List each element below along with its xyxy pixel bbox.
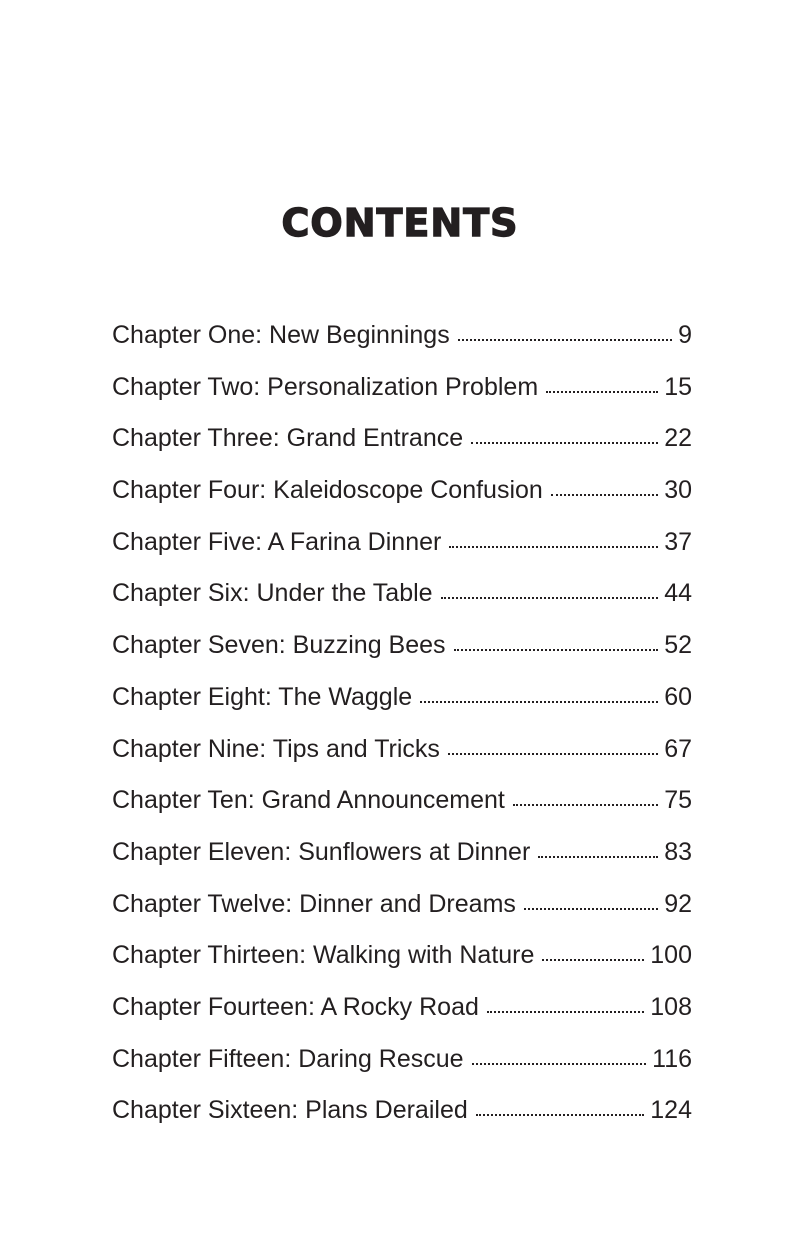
page-number: 92 xyxy=(664,889,692,918)
page-number: 100 xyxy=(650,941,692,970)
toc-entry xyxy=(112,827,692,879)
dot-leader xyxy=(513,804,658,806)
chapter-title: Chapter Ten: Grand Announcement xyxy=(112,786,505,815)
page-number: 15 xyxy=(664,372,692,401)
toc-entry xyxy=(112,879,692,931)
chapter-title: Chapter Eleven: Sunflowers at Dinner xyxy=(112,837,531,866)
dot-leader xyxy=(471,442,658,444)
dot-leader xyxy=(524,908,658,910)
dot-leader xyxy=(449,546,658,548)
page-number: 9 xyxy=(678,321,692,349)
toc-entry xyxy=(112,362,692,414)
toc-entry xyxy=(112,982,692,1034)
toc-entry xyxy=(112,620,692,672)
dot-leader xyxy=(420,701,658,703)
dot-leader xyxy=(542,959,644,961)
toc-entry xyxy=(112,672,692,724)
dot-leader xyxy=(472,1063,647,1065)
chapter-title: Chapter Nine: Tips and Tricks xyxy=(112,734,440,763)
page-number: 22 xyxy=(664,424,692,453)
toc-entry xyxy=(112,775,692,827)
page-number: 37 xyxy=(664,527,692,556)
dot-leader xyxy=(441,597,659,599)
chapter-title: Chapter Two: Personalization Problem xyxy=(112,372,539,401)
chapter-title: Chapter Seven: Buzzing Bees xyxy=(112,631,446,660)
chapter-title: Chapter Twelve: Dinner and Dreams xyxy=(112,889,516,918)
dot-leader xyxy=(487,1011,644,1013)
dot-leader xyxy=(476,1114,645,1116)
toc-entry xyxy=(112,1034,692,1086)
chapter-title: Chapter Three: Grand Entrance xyxy=(112,424,464,453)
chapter-title: Chapter Fifteen: Daring Rescue xyxy=(112,1044,464,1073)
page-number: 75 xyxy=(664,786,692,815)
page-number: 83 xyxy=(664,837,692,866)
chapter-title: Chapter Eight: The Waggle xyxy=(112,682,413,711)
page-number: 116 xyxy=(652,1044,692,1073)
page-number: 67 xyxy=(664,734,692,763)
toc-entry xyxy=(112,930,692,982)
toc-entry xyxy=(112,413,692,465)
page-number: 124 xyxy=(650,1096,692,1125)
page-number: 108 xyxy=(650,992,692,1021)
page-title: CONTENTS xyxy=(281,201,519,245)
chapter-title: Chapter One: New Beginnings xyxy=(112,321,450,349)
dot-leader xyxy=(546,391,658,393)
dot-leader xyxy=(551,494,658,496)
toc-entry xyxy=(112,517,692,569)
dot-leader xyxy=(448,753,658,755)
toc-entry xyxy=(112,568,692,620)
chapter-title: Chapter Thirteen: Walking with Nature xyxy=(112,941,535,970)
chapter-title: Chapter Six: Under the Table xyxy=(112,579,433,608)
chapter-title: Chapter Fourteen: A Rocky Road xyxy=(112,992,479,1021)
toc-entry xyxy=(112,310,692,362)
table-of-contents xyxy=(112,310,692,1137)
chapter-title: Chapter Five: A Farina Dinner xyxy=(112,527,442,556)
page-number: 52 xyxy=(664,631,692,660)
page-number: 30 xyxy=(664,476,692,505)
page-number: 60 xyxy=(664,682,692,711)
page-number: 44 xyxy=(664,579,692,608)
dot-leader xyxy=(458,339,672,341)
dot-leader xyxy=(538,856,658,858)
chapter-title: Chapter Sixteen: Plans Derailed xyxy=(112,1096,468,1125)
toc-entry xyxy=(112,1085,692,1137)
toc-entry xyxy=(112,724,692,776)
toc-entry xyxy=(112,465,692,517)
chapter-title: Chapter Four: Kaleidoscope Confusion xyxy=(112,476,543,505)
dot-leader xyxy=(454,649,659,651)
